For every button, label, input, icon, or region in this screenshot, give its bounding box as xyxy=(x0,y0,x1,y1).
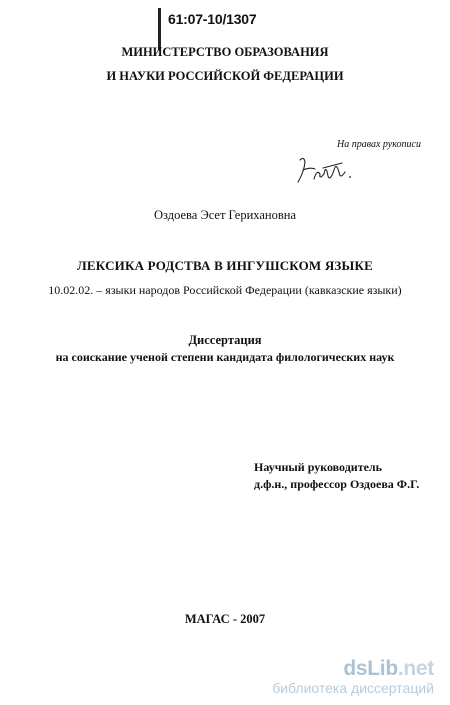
dissertation-title: ЛЕКСИКА РОДСТВА В ИНГУШСКОМ ЯЗЫКЕ xyxy=(77,258,373,273)
dslib-tagline: библиотека диссертаций xyxy=(272,680,434,696)
author-name: Оздоева Эсет Герихановна xyxy=(153,208,297,222)
ministry-header xyxy=(0,40,450,88)
supervisor-label: Научный руководитель xyxy=(254,460,382,474)
catalog-number: 61:07-10/1307 xyxy=(168,11,257,27)
dissertation-purpose: на соискание ученой степени кандидата филологических наук xyxy=(55,350,395,364)
dissertation-label: Диссертация xyxy=(188,333,262,347)
ministry-line-2: И НАУКИ РОССИЙСКОЙ ФЕДЕРАЦИИ xyxy=(106,69,344,83)
dslib-logo-part1: dsLib xyxy=(343,657,398,680)
specialty-code: 10.02.02. – языки народов Российской Федерации (кавказские языки) xyxy=(48,283,402,297)
dslib-logo-part2: .net xyxy=(397,657,434,680)
handwritten-signature xyxy=(294,152,356,190)
dslib-logo[interactable] xyxy=(343,658,434,680)
supervisor-name: д.ф.н., профессор Оздоева Ф.Г. xyxy=(254,477,420,491)
supervisor-block xyxy=(254,459,419,493)
city-year: МАГАС - 2007 xyxy=(184,612,266,626)
ministry-line-1: МИНИСТЕРСТВО ОБРАЗОВАНИЯ xyxy=(121,45,329,59)
rights-note: На правах рукописи xyxy=(337,139,421,150)
